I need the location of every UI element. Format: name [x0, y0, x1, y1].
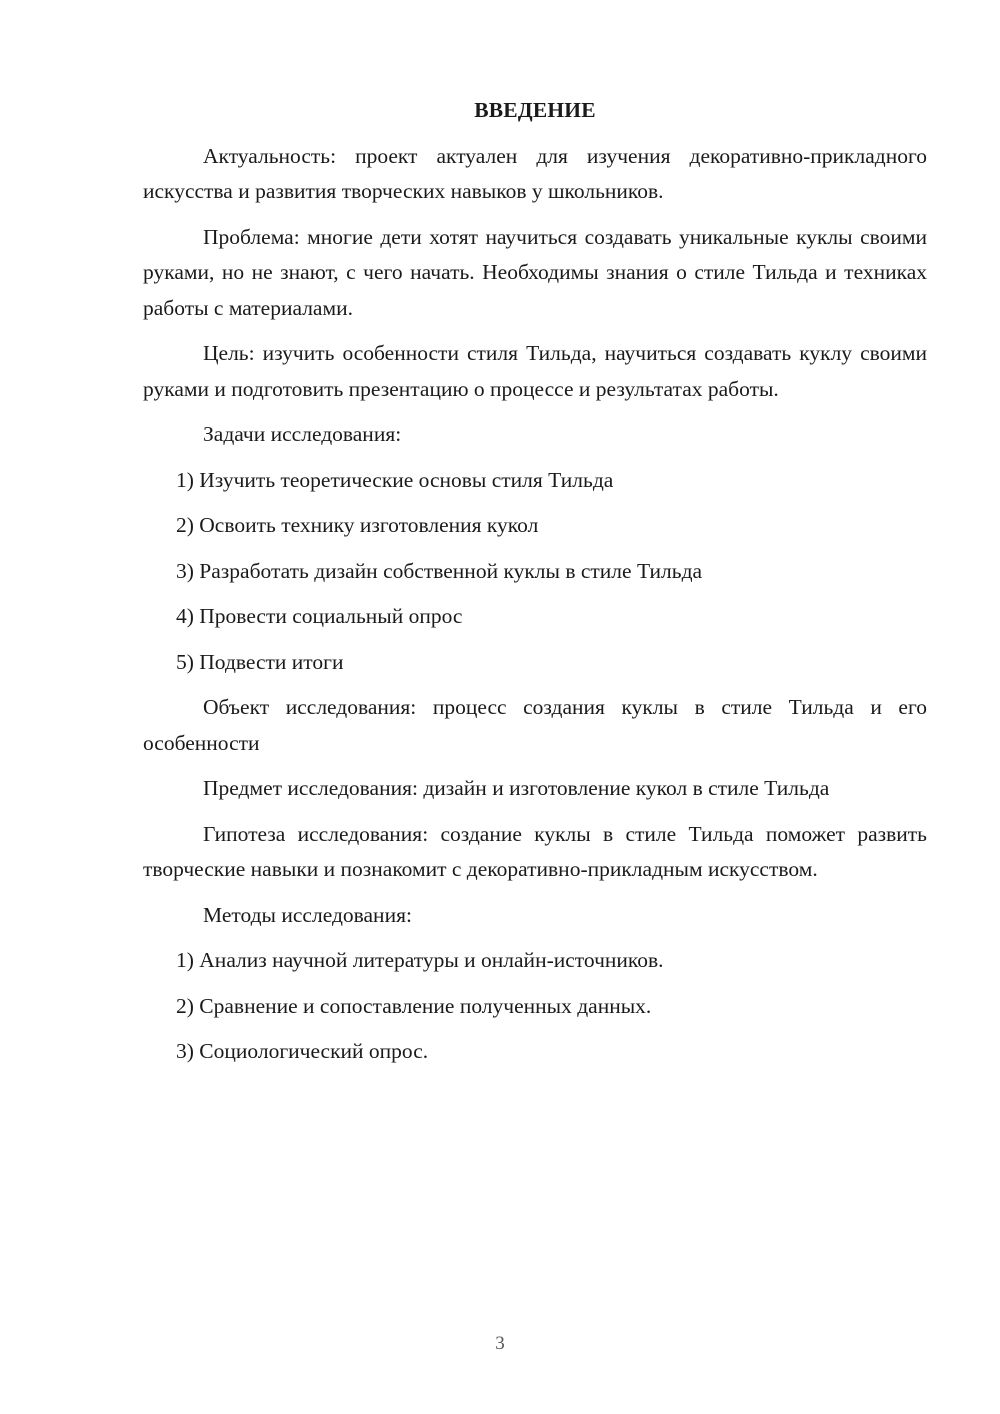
list-item: 3) Социологический опрос. [176, 1039, 429, 1063]
tasks-list [143, 463, 927, 681]
hypothesis-paragraph: Гипотеза исследования: создание куклы в стиле Тильда поможет развить творческие навыки и познакомит с декоративно-прикладным искусством. [143, 821, 927, 881]
list-item: 5) Подвести итоги [176, 649, 344, 674]
object-paragraph: Объект исследования: процесс создания куклы в стиле Тильда и его особенности [143, 695, 927, 755]
list-item: 1) Изучить теоретические основы стиля Тильда [176, 467, 614, 492]
section-title: ВВЕДЕНИЕ [474, 98, 596, 122]
list-item: 4) Провести социальный опрос [176, 604, 463, 628]
list-item: 3) Разработать дизайн собственной куклы в стиле Тильда [176, 558, 703, 583]
methods-heading: Методы исследования: [203, 902, 412, 927]
problem-paragraph: Проблема: многие дети хотят научиться создавать уникальные куклы своими руками, но не знают, с чего начать. Необходимы знания о стиле Тильда и техниках работы с материалами. [143, 224, 927, 320]
tasks-heading: Задачи исследования: [203, 422, 402, 446]
page-number: 3 [495, 1333, 505, 1354]
list-item: 1) Анализ научной литературы и онлайн-источников. [176, 948, 664, 972]
document-body [143, 93, 927, 1080]
goal-paragraph: Цель: изучить особенности стиля Тильда, научиться создавать куклу своими руками и подготовить презентацию о процессе и результатах работы. [143, 341, 927, 401]
list-item: 2) Сравнение и сопоставление полученных данных. [176, 993, 652, 1018]
relevance-paragraph: Актуальность: проект актуален для изучения декоративно-прикладного искусства и развития творческих навыков у школьников. [143, 143, 927, 203]
methods-list [143, 943, 927, 1070]
subject-paragraph: Предмет исследования: дизайн и изготовление кукол в стиле Тильда [203, 776, 830, 800]
list-item: 2) Освоить технику изготовления кукол [176, 513, 539, 537]
